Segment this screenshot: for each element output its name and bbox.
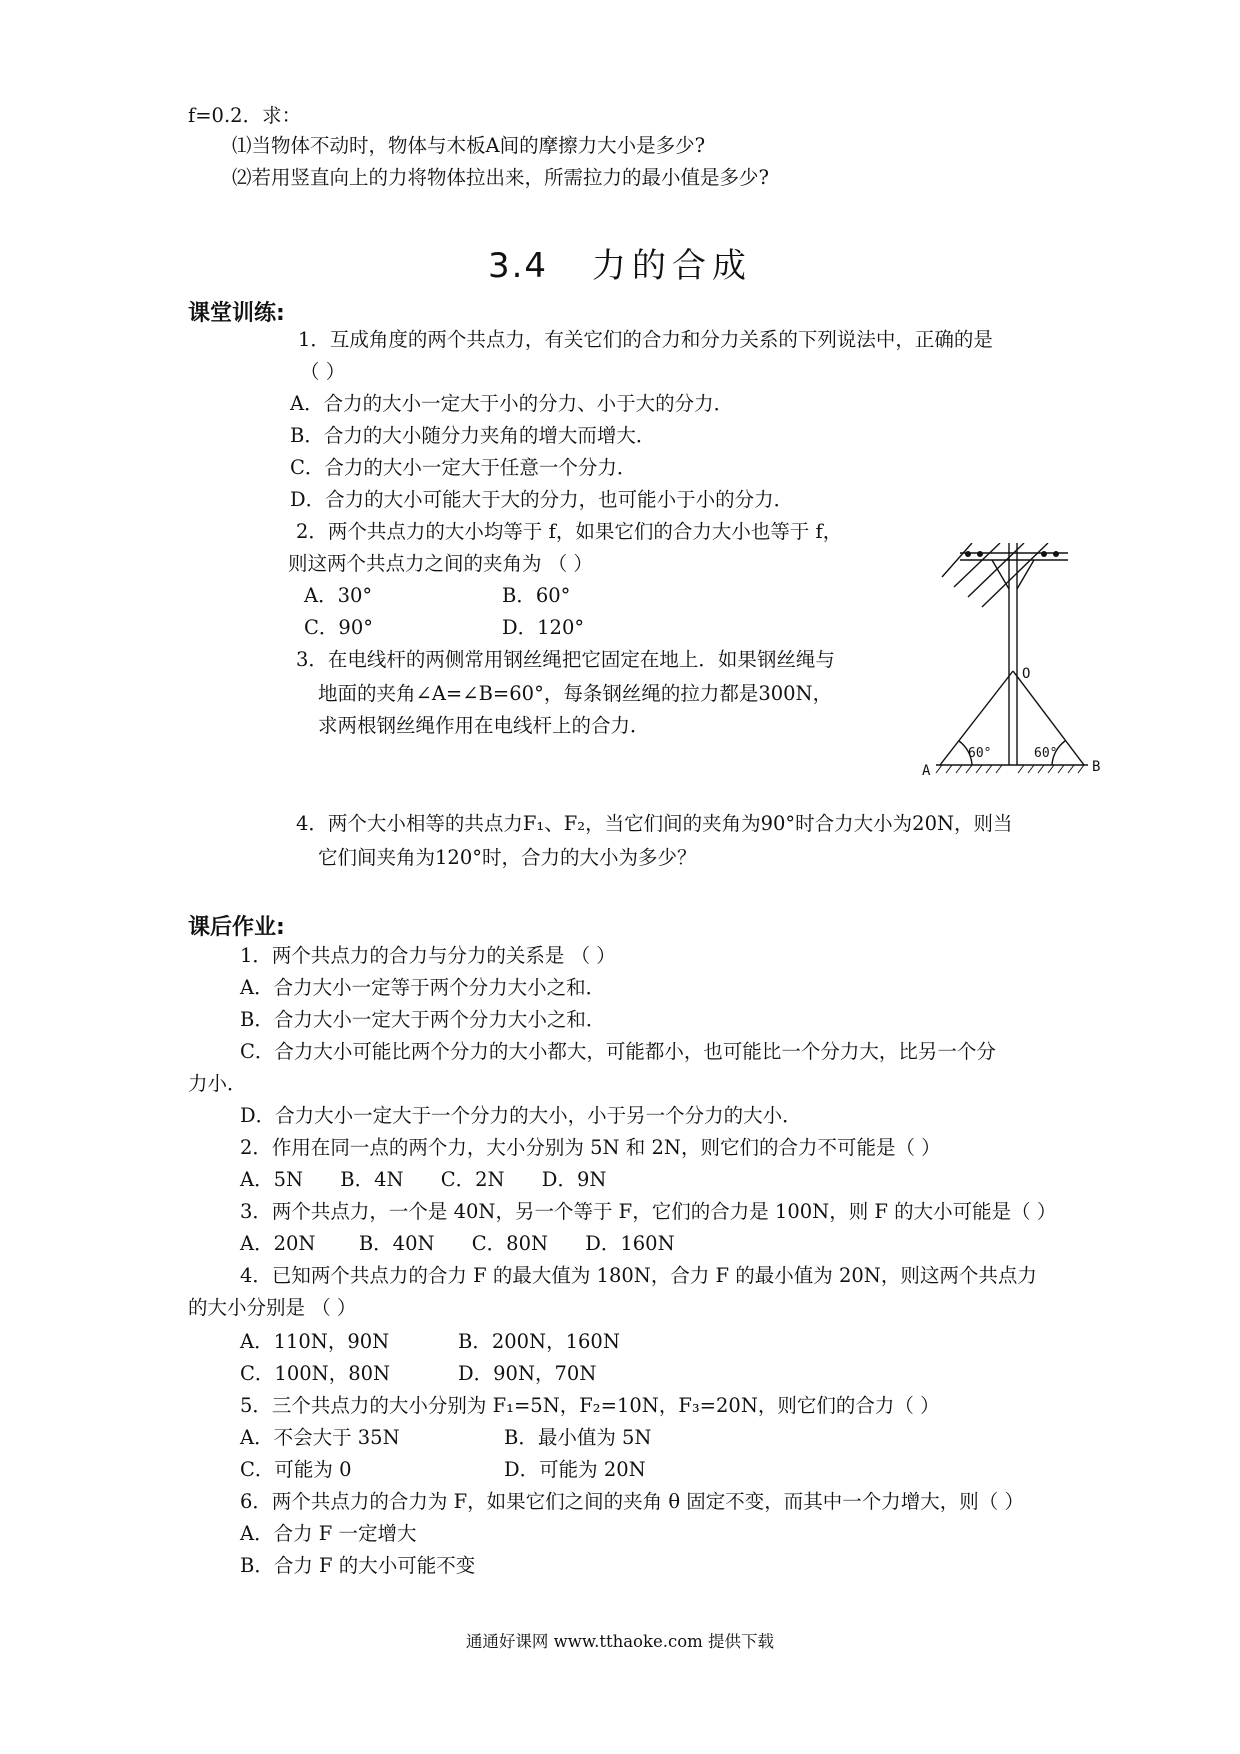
s1-q1-option-a: A．合力的大小一定大于小的分力、小于大的分力． (290, 392, 734, 415)
s2-q3-options: A．20N B．40N C．80N D．160N (240, 1232, 675, 1255)
heading-homework: 课后作业: (188, 915, 285, 940)
s2-q5-option-a: A．不会大于 35N (240, 1426, 400, 1449)
page-footer: 通通好课网 www.tthaoke.com 提供下载 (465, 1632, 775, 1651)
s1-q3-line-2: 地面的夹角∠A=∠B=60°，每条钢丝绳的拉力都是300N， (318, 682, 833, 705)
s2-q4-option-b: B．200N，160N (458, 1330, 620, 1353)
heading-classroom-training: 课堂训练: (188, 301, 285, 326)
label-o: O (1022, 666, 1031, 682)
section-title (0, 238, 1240, 287)
prev-line-1: ⑴当物体不动时，物体与木板A间的摩擦力大小是多少? (232, 134, 706, 157)
s1-q1-paren: （ ） (300, 360, 346, 383)
s1-q3-line-1: 3．在电线杆的两侧常用钢丝绳把它固定在地上．如果钢丝绳与 (296, 648, 835, 671)
section-title-text: 力的合成 (592, 246, 753, 286)
s2-q4-option-d: D．90N，70N (458, 1362, 597, 1385)
s1-q1-option-d: D．合力的大小可能大于大的分力，也可能小于小的分力． (290, 488, 794, 511)
s1-q2-option-c: C．90° (304, 616, 373, 639)
s2-q6-option-b: B．合力 F 的大小可能不变 (240, 1554, 476, 1577)
s2-q1-stem: 1．两个共点力的合力与分力的关系是 （ ） (240, 944, 616, 967)
s2-q1-option-a: A．合力大小一定等于两个分力大小之和． (240, 976, 606, 999)
s2-q4-stem-2: 的大小分别是 （ ） (188, 1296, 357, 1319)
s2-q1-option-c-2: 力小． (188, 1072, 247, 1095)
prev-line-0: f=0.2．求： (188, 104, 302, 127)
s2-q2-options: A．5N B．4N C．2N D．9N (240, 1168, 607, 1191)
label-angle-b: 60° (1034, 746, 1058, 761)
s1-q2-option-d: D．120° (502, 616, 585, 639)
s2-q1-option-d: D．合力大小一定大于一个分力的大小，小于另一个分力的大小． (240, 1104, 802, 1127)
s2-q3-stem: 3．两个共点力，一个是 40N，另一个等于 F，它们的合力是 100N，则 F 的大小可能是（ ） (240, 1200, 1057, 1223)
label-a: A (922, 763, 931, 778)
s2-q5-option-d: D．可能为 20N (504, 1458, 646, 1481)
section-number: 3.4 (487, 246, 549, 286)
s2-q6-option-a: A．合力 F 一定增大 (240, 1522, 417, 1545)
s2-q5-option-b: B．最小值为 5N (504, 1426, 652, 1449)
s1-q2-option-b: B．60° (502, 584, 571, 607)
s2-q1-option-b: B．合力大小一定大于两个分力大小之和． (240, 1008, 606, 1031)
s1-q3-line-3: 求两根钢丝绳作用在电线杆上的合力． (318, 714, 650, 737)
s1-q1-option-c: C．合力的大小一定大于任意一个分力． (290, 456, 637, 479)
label-b: B (1092, 759, 1101, 775)
s1-q4-line-2: 它们间夹角为120°时，合力的大小为多少？ (318, 846, 697, 869)
s1-q2-option-a: A．30° (304, 584, 373, 607)
s2-q4-stem-1: 4．已知两个共点力的合力 F 的最大值为 180N，合力 F 的最小值为 20N，则这两个共点力 (240, 1264, 1037, 1287)
prev-line-2: ⑵若用竖直向上的力将物体拉出来，所需拉力的最小值是多少? (232, 166, 769, 189)
s1-q4-line-1: 4．两个大小相等的共点力F₁、F₂，当它们间的夹角为90°时合力大小为20N，则当 (296, 812, 1013, 835)
utility-pole-figure (920, 543, 1120, 778)
s2-q2-stem: 2．作用在同一点的两个力，大小分别为 5N 和 2N，则它们的合力不可能是（ ） (240, 1136, 941, 1159)
s2-q1-option-c-1: C．合力大小可能比两个分力的大小都大，可能都小，也可能比一个分力大，比另一个分 (240, 1040, 996, 1063)
s2-q4-option-a: A．110N，90N (240, 1330, 390, 1353)
label-angle-a: 60° (968, 746, 992, 761)
s2-q4-option-c: C．100N，80N (240, 1362, 391, 1385)
s1-q2-stem-1: 2．两个共点力的大小均等于 f，如果它们的合力大小也等于 f， (296, 520, 843, 543)
s2-q5-stem: 5．三个共点力的大小分别为 F₁=5N，F₂=10N，F₃=20N，则它们的合力（ ） (240, 1394, 940, 1417)
s1-q1-option-b: B．合力的大小随分力夹角的增大而增大． (290, 424, 656, 447)
s1-q2-stem-2: 则这两个共点力之间的夹角为 （ ） (288, 552, 593, 575)
s1-q1-stem: 1．互成角度的两个共点力，有关它们的合力和分力关系的下列说法中，正确的是 (298, 328, 993, 351)
s2-q5-option-c: C．可能为 0 (240, 1458, 352, 1481)
s2-q6-stem: 6．两个共点力的合力为 F，如果它们之间的夹角 θ 固定不变，而其中一个力增大，则（ ） (240, 1490, 1024, 1513)
